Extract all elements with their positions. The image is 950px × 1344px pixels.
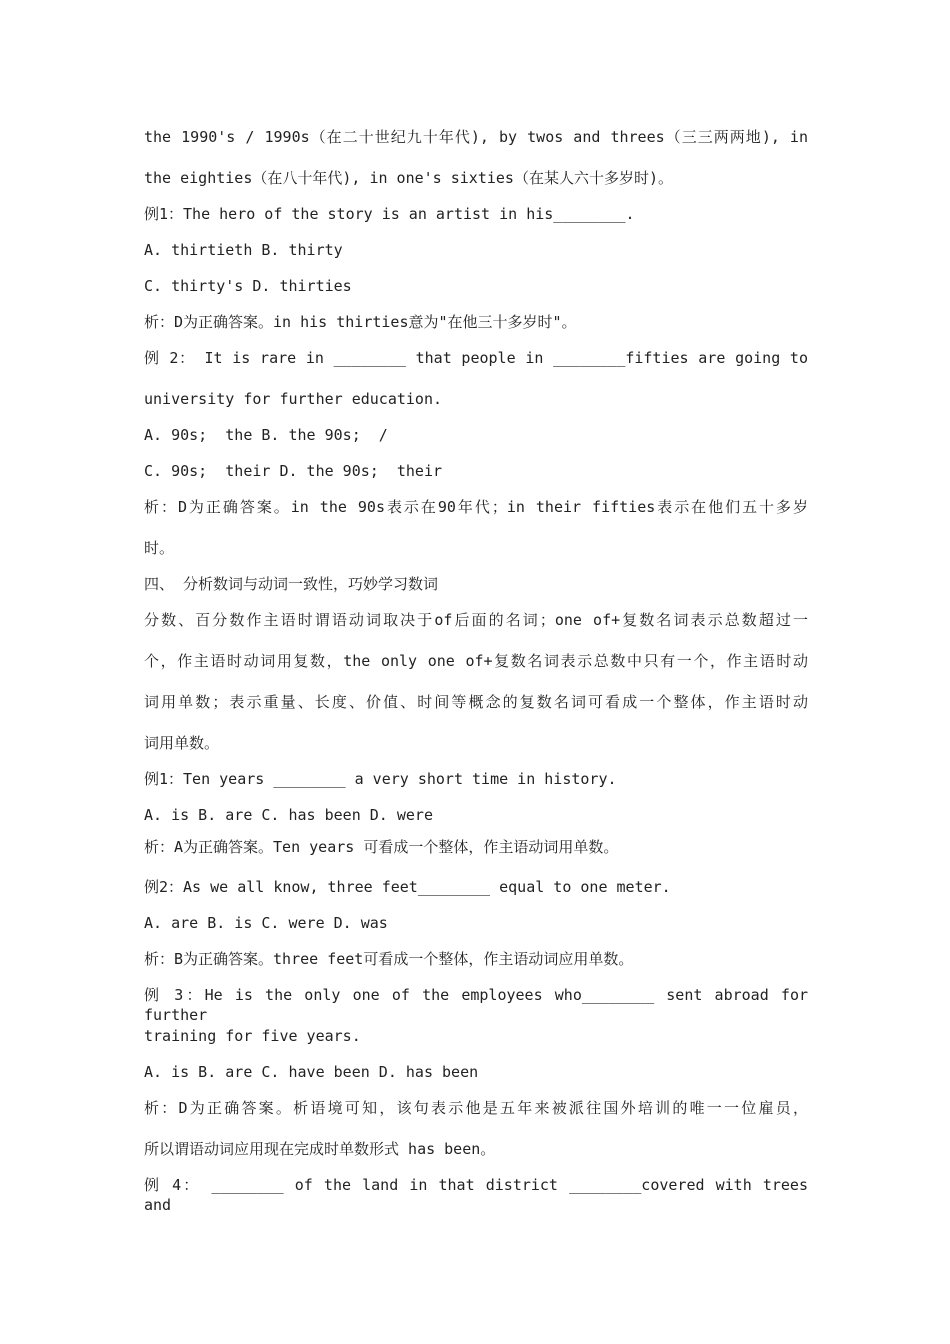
example-question: training for five years. — [144, 1027, 361, 1045]
analysis-text: 析：D为正确答案。in his thirties意为"在他三十多岁时"。 — [144, 313, 577, 331]
text-line: the eighties（在八十年代), in one's sixties（在某人六十多岁时)。 — [144, 169, 673, 187]
analysis-text: 时。 — [144, 539, 175, 557]
example-question: 例 2： It is rare in ________ that people in ________fifties are going to — [144, 349, 808, 367]
example-question: 例2：As we all know, three feet________ equal to one meter. — [144, 878, 671, 896]
analysis-text: 析：B为正确答案。three feet可看成一个整体，作主语动词应用单数。 — [144, 950, 634, 968]
section-heading: 四、 分析数词与动词一致性，巧妙学习数词 — [144, 575, 439, 593]
body-text: 词用单数。 — [144, 734, 220, 752]
example-question: 例 4： ________ of the land in that district ________covered with trees and — [144, 1176, 808, 1214]
answer-options: C. thirty's D. thirties — [144, 277, 352, 295]
analysis-text: 所以谓语动词应用现在完成时单数形式 has been。 — [144, 1140, 496, 1158]
answer-options: A. thirtieth B. thirty — [144, 241, 343, 259]
body-text: 个，作主语时动词用复数，the only one of+复数名词表示总数中只有一个，作主语时动 — [144, 652, 808, 670]
text-line: the 1990's / 1990s（在二十世纪九十年代), by twos and threes（三三两两地), in — [144, 128, 808, 146]
answer-options: C. 90s; their D. the 90s; their — [144, 462, 443, 480]
body-text: 词用单数；表示重量、长度、价值、时间等概念的复数名词可看成一个整体，作主语时动 — [144, 693, 808, 711]
answer-options: A. is B. are C. have been D. has been — [144, 1063, 479, 1081]
example-question: 例 3：He is the only one of the employees who________ sent abroad for further — [144, 986, 808, 1024]
analysis-text: 析：D为正确答案。in the 90s表示在90年代；in their fifties表示在他们五十多岁 — [144, 498, 808, 516]
body-text: 分数、百分数作主语时谓语动词取决于of后面的名词；one of+复数名词表示总数超过一 — [144, 611, 808, 629]
answer-options: A. 90s; the B. the 90s; / — [144, 426, 388, 444]
answer-options: A. are B. is C. were D. was — [144, 914, 388, 932]
example-question: university for further education. — [144, 390, 443, 408]
analysis-text: 析：A为正确答案。Ten years 可看成一个整体，作主语动词用单数。 — [144, 838, 619, 856]
analysis-text: 析：D为正确答案。析语境可知，该句表示他是五年来被派往国外培训的唯一一位雇员， — [144, 1099, 808, 1117]
example-question: 例1：Ten years ________ a very short time in history. — [144, 770, 617, 788]
example-question: 例1：The hero of the story is an artist in his________. — [144, 205, 635, 223]
answer-options: A. is B. are C. has been D. were — [144, 806, 433, 824]
